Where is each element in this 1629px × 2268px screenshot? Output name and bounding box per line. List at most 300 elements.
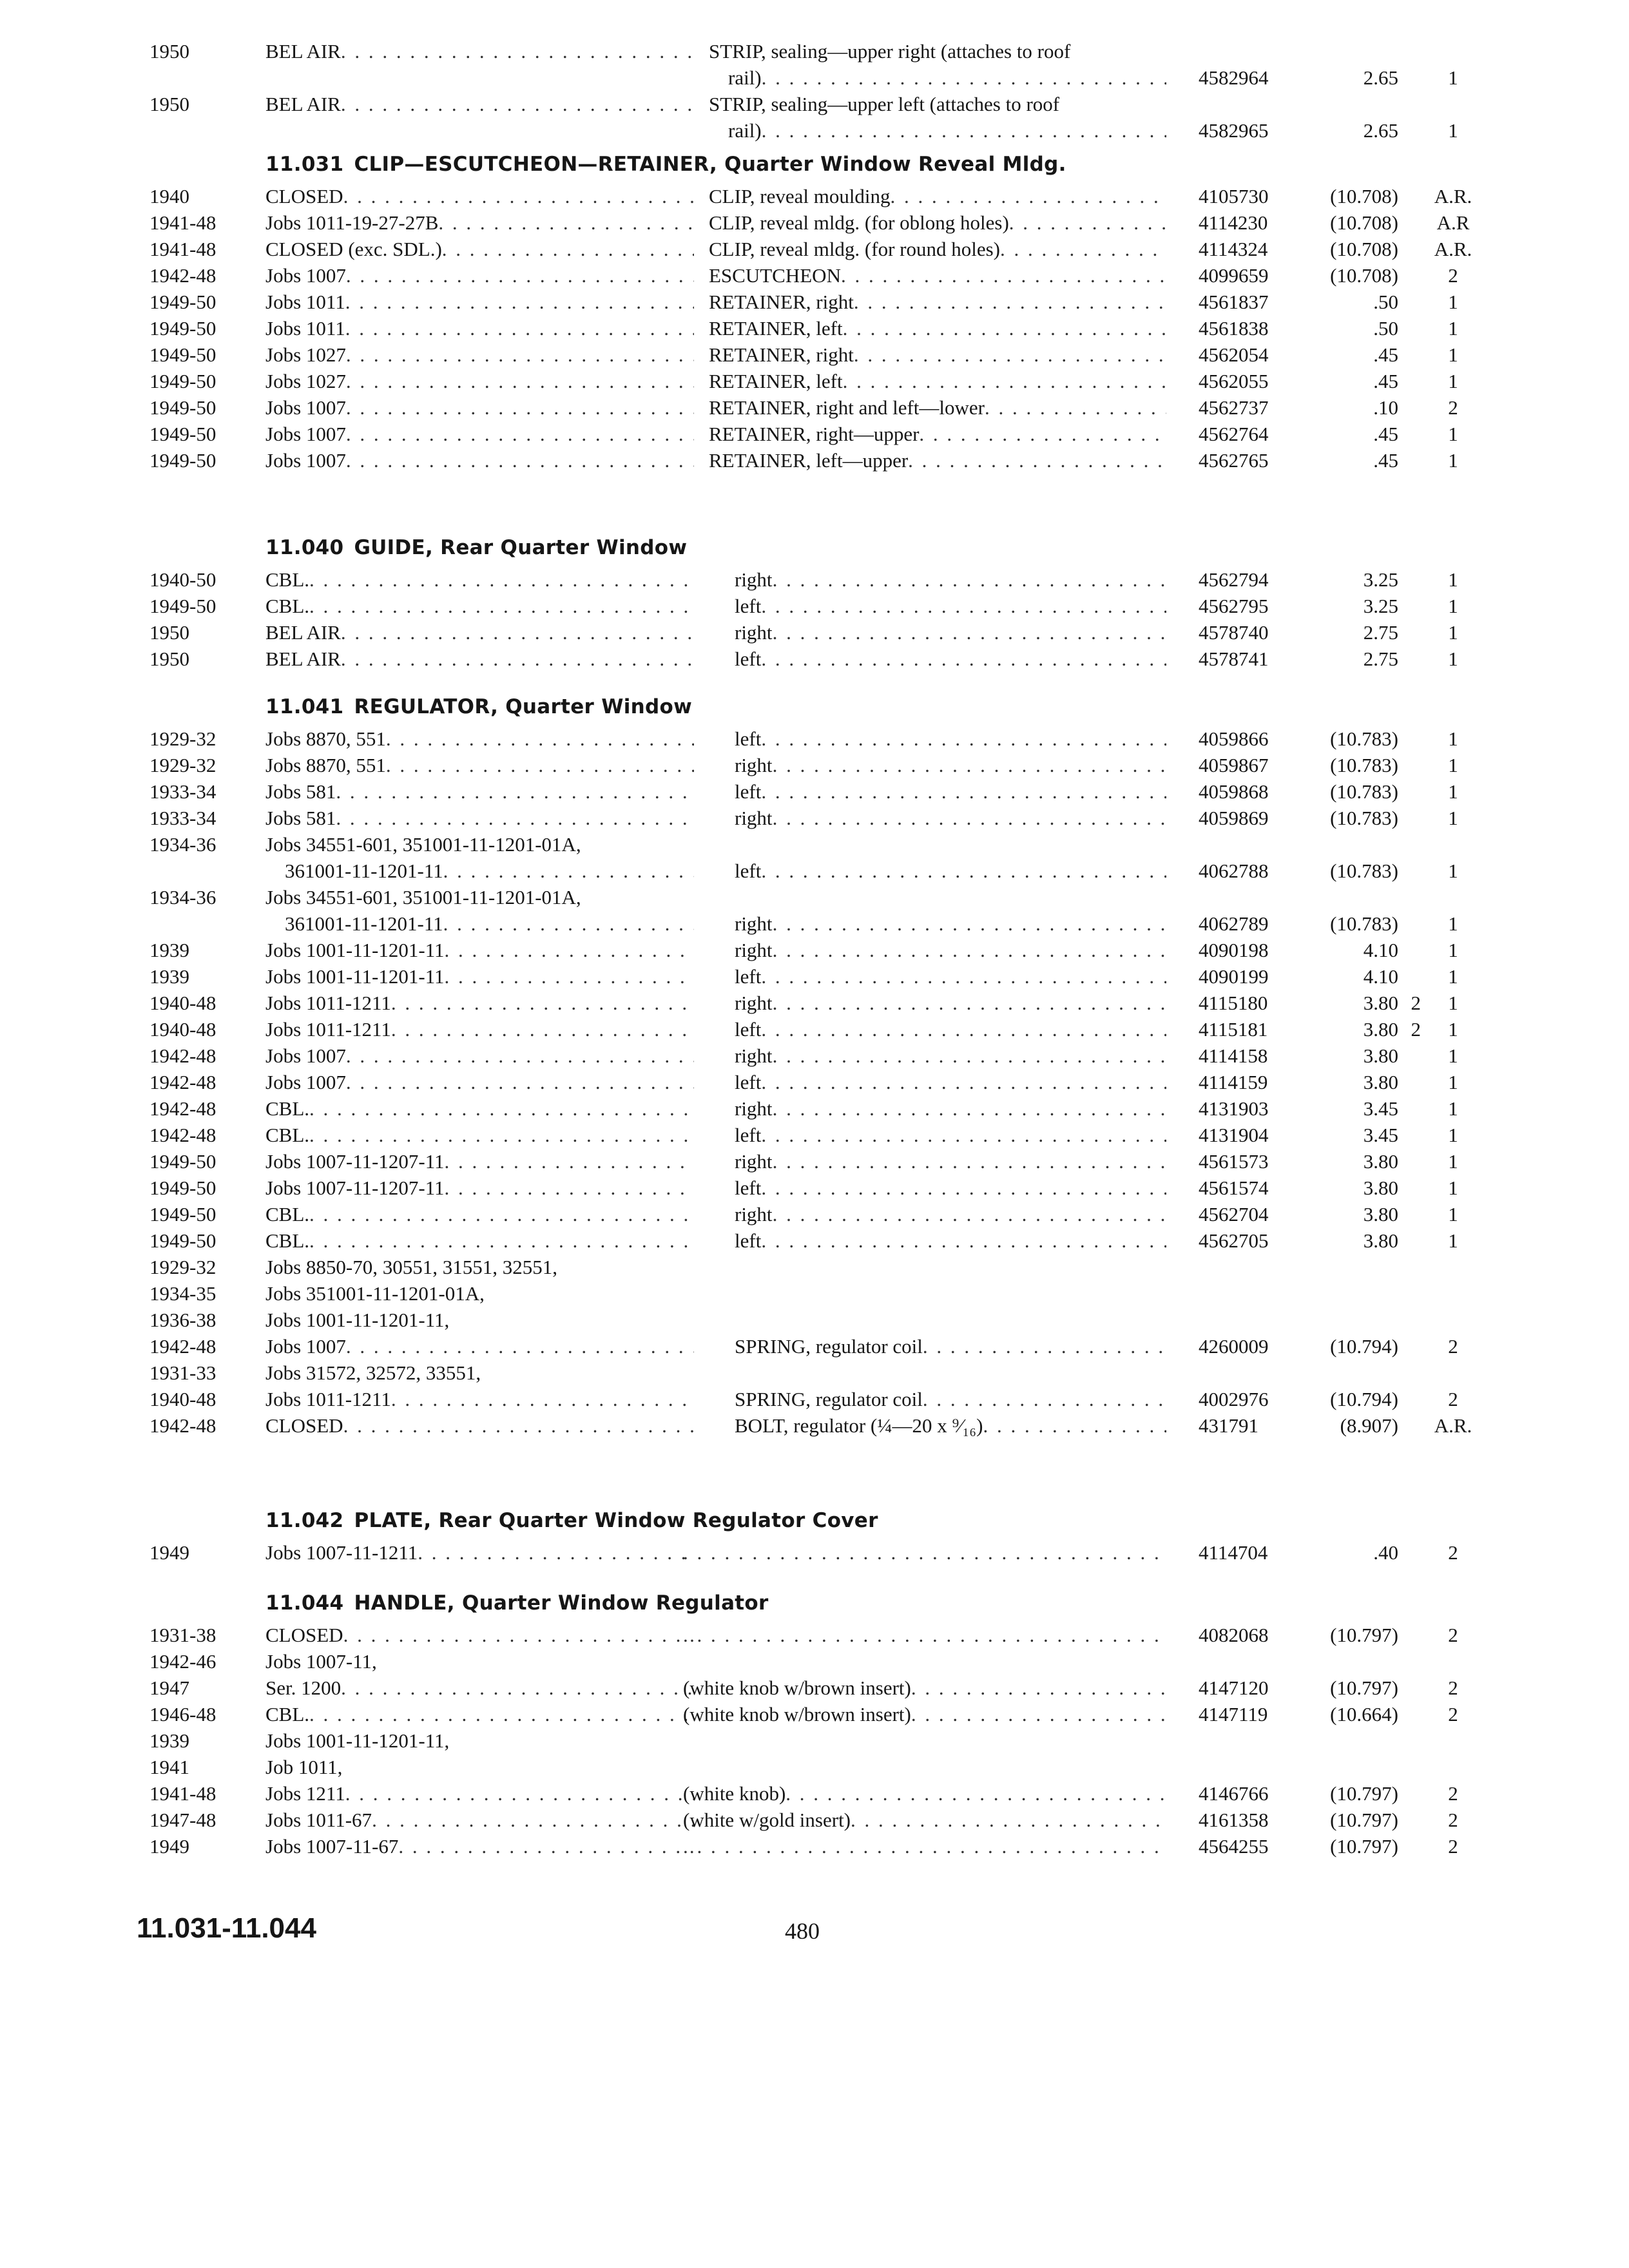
part-number: 4090199 [1199, 965, 1269, 988]
parts-row [149, 1540, 1535, 1566]
parts-row [149, 1202, 1535, 1228]
quantity: 1 [1448, 449, 1458, 472]
parts-row [149, 1622, 1535, 1649]
parts-row [149, 210, 1535, 236]
model-body-text: Jobs 1011-1211 [265, 1388, 391, 1410]
model-body: Job 1011, [265, 1756, 343, 1778]
model-year: 1947 [149, 1677, 189, 1699]
quantity: 1 [1448, 317, 1458, 340]
section-number: 11.031 [265, 153, 344, 176]
model-body [265, 620, 694, 646]
dot-leader [372, 1807, 694, 1833]
price: (10.797) [1330, 1835, 1398, 1858]
dot-leader [773, 567, 1166, 593]
part-number: 4002976 [1199, 1388, 1269, 1410]
parts-row [149, 1017, 1535, 1043]
parts-row [149, 753, 1535, 779]
model-body [265, 289, 694, 315]
model-year: 1940-48 [149, 1018, 217, 1041]
dot-leader [343, 184, 694, 209]
part-description [735, 1149, 1166, 1175]
dot-leader [761, 779, 1166, 805]
model-body-text: Jobs 8870, 551 [265, 727, 386, 750]
model-body-text: Ser. 1200 [265, 1677, 342, 1699]
part-description-text: left [735, 648, 762, 670]
dot-leader [851, 1807, 1166, 1833]
quantity: A.R. [1434, 1414, 1472, 1437]
parts-row [149, 1149, 1535, 1175]
part-description-text: RETAINER, right and left—lower [709, 396, 985, 419]
dot-leader [309, 1096, 694, 1122]
parts-row [149, 316, 1535, 342]
part-description [735, 1096, 1166, 1122]
dot-leader [761, 964, 1166, 990]
part-number: 4562794 [1199, 568, 1269, 591]
part-description-text: right [735, 568, 773, 591]
dot-leader [683, 1622, 1166, 1648]
part-description [735, 779, 1166, 805]
price: 3.80 [1363, 992, 1398, 1014]
dot-leader [773, 1043, 1166, 1069]
model-body-text: Jobs 1007 [265, 423, 346, 445]
model-year: 1950 [149, 648, 189, 670]
part-description-text: (white knob w/brown insert) [683, 1677, 911, 1699]
part-number: 4099659 [1199, 264, 1269, 287]
part-number: 4564255 [1199, 1835, 1269, 1858]
model-year: 1949-50 [149, 1177, 217, 1199]
parts-row [149, 1254, 1535, 1281]
section-number: 11.042 [265, 1509, 344, 1532]
model-year: 1950 [149, 621, 189, 644]
dot-leader [919, 421, 1166, 447]
quantity: 2 [1448, 396, 1458, 419]
dot-leader [841, 263, 1166, 289]
dot-leader [346, 421, 694, 447]
part-description [735, 1387, 1166, 1412]
dot-leader [346, 369, 694, 394]
parts-row [149, 1360, 1535, 1387]
dot-leader [773, 753, 1166, 778]
quantity: 1 [1448, 754, 1458, 776]
dot-leader [773, 990, 1166, 1016]
parts-row [149, 1387, 1535, 1413]
model-year: 1949 [149, 1835, 189, 1858]
model-body-text: Jobs 1007-11-67 [265, 1835, 399, 1858]
part-description [735, 1122, 1166, 1148]
dot-leader [1009, 210, 1166, 236]
model-year: 1933-34 [149, 807, 217, 829]
model-year: 1949-50 [149, 595, 217, 617]
model-year: 1949-50 [149, 370, 217, 392]
dot-leader [761, 1228, 1166, 1254]
part-description [709, 236, 1166, 262]
section-heading [265, 153, 1066, 176]
part-description [709, 263, 1166, 289]
part-number: 4115181 [1199, 1018, 1268, 1041]
dot-leader [1000, 236, 1166, 262]
dot-leader [309, 1122, 694, 1148]
dot-leader [341, 39, 694, 64]
model-body-text: CLOSED [265, 1624, 343, 1646]
model-body-text: CBL. [265, 1097, 310, 1120]
quantity: 1 [1448, 343, 1458, 366]
model-year: 1949-50 [149, 449, 217, 472]
part-description [735, 620, 1166, 646]
dot-leader [391, 1017, 694, 1043]
part-description-text: right [735, 912, 773, 935]
price: .10 [1373, 396, 1398, 419]
model-body [265, 1807, 694, 1833]
quantity: 1 [1448, 66, 1458, 89]
dot-leader [854, 289, 1166, 315]
quantity: 1 [1448, 1097, 1458, 1120]
part-description [735, 805, 1166, 831]
dot-leader [341, 646, 694, 672]
price: 2.75 [1363, 648, 1398, 670]
parts-row [149, 1413, 1535, 1439]
model-year: 1940-48 [149, 992, 217, 1014]
quantity: A.R [1436, 211, 1470, 234]
model-body-text: Jobs 1001-11-1201-11 [265, 965, 445, 988]
group-quantity: 2 [1411, 1018, 1421, 1041]
part-description [728, 65, 1166, 91]
quantity: 2 [1448, 1624, 1458, 1646]
dot-leader [773, 620, 1166, 646]
model-body [265, 91, 694, 117]
section-heading [265, 695, 692, 718]
quantity: 1 [1448, 939, 1458, 961]
dot-leader [346, 1043, 694, 1069]
part-description-text: CLIP, reveal mldg. (for round holes) [709, 238, 1000, 260]
model-body [265, 937, 694, 963]
part-number: 4115180 [1199, 992, 1268, 1014]
dot-leader [761, 1175, 1166, 1201]
part-description: STRIP, sealing—upper left (attaches to roof [709, 93, 1060, 115]
dot-leader [908, 448, 1166, 474]
parts-row [149, 567, 1535, 593]
quantity: 1 [1448, 912, 1458, 935]
part-description-text: right [735, 1044, 773, 1067]
part-description [735, 911, 1166, 937]
price: (10.783) [1330, 807, 1398, 829]
part-description [735, 937, 1166, 963]
model-body [265, 990, 694, 1016]
price: 3.25 [1363, 595, 1398, 617]
price: (8.907) [1340, 1414, 1398, 1437]
model-year: 1942-48 [149, 1097, 217, 1120]
part-number: 4161358 [1199, 1809, 1269, 1831]
model-year: 1939 [149, 939, 189, 961]
quantity: 1 [1448, 1203, 1458, 1225]
model-year: 1942-48 [149, 264, 217, 287]
part-number: 4114230 [1199, 211, 1268, 234]
dot-leader [923, 1334, 1166, 1360]
model-body [285, 858, 694, 884]
price: 3.80 [1363, 1018, 1398, 1041]
model-year: 1949-50 [149, 423, 217, 445]
part-description [709, 342, 1166, 368]
part-description [709, 448, 1166, 474]
part-number: 4059869 [1199, 807, 1269, 829]
model-body [285, 911, 694, 937]
part-description [709, 316, 1166, 341]
section-number: 11.041 [265, 695, 344, 718]
model-body [265, 395, 694, 421]
page-number: 480 [785, 1918, 820, 1944]
price: .45 [1373, 343, 1398, 366]
model-year: 1950 [149, 40, 189, 62]
model-body [265, 805, 694, 831]
model-body-text: Jobs 581 [265, 780, 336, 803]
part-number: 4131903 [1199, 1097, 1269, 1120]
model-body-text: BEL AIR [265, 93, 341, 115]
dot-leader [398, 1834, 694, 1860]
quantity: 1 [1448, 1177, 1458, 1199]
parts-row [149, 1649, 1535, 1675]
part-description [735, 1017, 1166, 1043]
part-description-text: CLIP, reveal mldg. (for oblong holes) [709, 211, 1009, 234]
model-body [265, 236, 694, 262]
model-year: 1942-48 [149, 1414, 217, 1437]
part-description [683, 1781, 1166, 1807]
part-description-text: left [735, 965, 762, 988]
model-body [265, 567, 694, 593]
dot-leader [386, 753, 694, 778]
price: 3.80 [1363, 1229, 1398, 1252]
part-description-text: ESCUTCHEON [709, 264, 841, 287]
part-description-text: right [735, 754, 773, 776]
part-description [735, 990, 1166, 1016]
part-number: 4582965 [1199, 119, 1269, 142]
quantity: 2 [1448, 1703, 1458, 1725]
part-description [683, 1702, 1166, 1727]
model-year: 1939 [149, 965, 189, 988]
quantity: 1 [1448, 370, 1458, 392]
model-body [265, 1149, 694, 1175]
price: 3.45 [1363, 1124, 1398, 1146]
dot-leader [443, 911, 694, 937]
part-number: 4562704 [1199, 1203, 1269, 1225]
quantity: 2 [1448, 1335, 1458, 1358]
part-description [735, 567, 1166, 593]
part-description-text: RETAINER, left—upper [709, 449, 909, 472]
part-description-text: right [735, 939, 773, 961]
dot-leader [761, 1017, 1166, 1043]
part-number: 4562764 [1199, 423, 1269, 445]
dot-leader [891, 184, 1166, 209]
parts-row [149, 369, 1535, 395]
dot-leader [445, 964, 694, 990]
model-body [265, 342, 694, 368]
model-year: 1931-38 [149, 1624, 217, 1646]
model-body: Jobs 1001-11-1201-11, [265, 1309, 450, 1331]
part-description-text: RETAINER, right—upper [709, 423, 920, 445]
dot-leader [346, 342, 694, 368]
dot-leader [773, 1149, 1166, 1175]
part-number: 4062789 [1199, 912, 1269, 935]
model-body-text: BEL AIR [265, 648, 341, 670]
price: 2.75 [1363, 621, 1398, 644]
quantity: 1 [1448, 291, 1458, 313]
part-number: 4131904 [1199, 1124, 1269, 1146]
quantity: 1 [1448, 595, 1458, 617]
dot-leader [336, 805, 694, 831]
model-year: 1941 [149, 1756, 189, 1778]
dot-leader [983, 1413, 1166, 1439]
model-body-text: Jobs 1007-11-1207-11 [265, 1150, 445, 1173]
model-body [265, 421, 694, 447]
part-description [735, 964, 1166, 990]
model-body [265, 369, 694, 394]
part-description [683, 1622, 1166, 1648]
part-description-text: RETAINER, left [709, 317, 843, 340]
model-body-text: Jobs 1011-19-27-27B [265, 211, 439, 234]
section-range: 11.031-11.044 [137, 1912, 316, 1944]
model-body [265, 1702, 694, 1727]
parts-row [149, 1754, 1535, 1781]
parts-row [149, 1043, 1535, 1070]
part-description [735, 1413, 1166, 1439]
model-year: 1940-48 [149, 1388, 217, 1410]
parts-row [149, 91, 1535, 144]
parts-row [149, 1728, 1535, 1754]
model-body-text: BEL AIR [265, 40, 341, 62]
price: .50 [1373, 291, 1398, 313]
quantity: 1 [1448, 860, 1458, 882]
model-body-text: CBL. [265, 568, 310, 591]
quantity: 1 [1448, 1044, 1458, 1067]
dot-leader [309, 593, 694, 619]
model-year: 1947-48 [149, 1809, 217, 1831]
model-body-text: CBL. [265, 1229, 310, 1252]
quantity: 1 [1448, 727, 1458, 750]
part-number: 4562055 [1199, 370, 1269, 392]
parts-row [149, 263, 1535, 289]
dot-leader [761, 726, 1166, 752]
model-year: 1949-50 [149, 1229, 217, 1252]
model-year: 1949-50 [149, 343, 217, 366]
part-description [735, 593, 1166, 619]
price: 4.10 [1363, 965, 1398, 988]
model-year: 1950 [149, 93, 189, 115]
parts-row [149, 184, 1535, 210]
model-body-text: BEL AIR [265, 621, 341, 644]
section-title: GUIDE, Rear Quarter Window [354, 536, 688, 559]
dot-leader [761, 858, 1166, 884]
price: .40 [1373, 1541, 1398, 1564]
part-description-text: RETAINER, left [709, 370, 843, 392]
quantity: 2 [1448, 1541, 1458, 1564]
model-body-text: CLOSED [265, 185, 343, 207]
model-year: 1949-50 [149, 1150, 217, 1173]
section-number: 11.044 [265, 1591, 344, 1615]
model-body-text: CLOSED (exc. SDL.) [265, 238, 442, 260]
part-number: 4090198 [1199, 939, 1269, 961]
model-body [265, 316, 694, 341]
parts-row [149, 1175, 1535, 1202]
model-year: 1933-34 [149, 780, 217, 803]
model-body: Jobs 34551-601, 351001-11-1201-01A, [265, 886, 581, 908]
model-body-text: Jobs 1211 [265, 1782, 345, 1805]
price: (10.783) [1330, 780, 1398, 803]
dot-leader [773, 1096, 1166, 1122]
dot-leader [445, 937, 694, 963]
section-number: 11.040 [265, 536, 344, 559]
dot-leader [683, 1834, 1166, 1860]
dot-leader [911, 1702, 1166, 1727]
model-year: 1940 [149, 185, 189, 207]
part-description-text: (white w/gold insert) [683, 1809, 851, 1831]
quantity: 1 [1448, 1150, 1458, 1173]
dot-leader [761, 1070, 1166, 1095]
price: (10.797) [1330, 1782, 1398, 1805]
dot-leader [345, 1781, 694, 1807]
part-number: 4114158 [1199, 1044, 1268, 1067]
price: (10.664) [1330, 1703, 1398, 1725]
parts-row [149, 1228, 1535, 1254]
price: (10.783) [1330, 754, 1398, 776]
dot-leader [345, 316, 694, 341]
part-description-text: RETAINER, right [709, 291, 854, 313]
model-body [265, 1202, 694, 1227]
dot-leader [346, 263, 694, 289]
dot-leader [445, 1149, 694, 1175]
model-year: 1949-50 [149, 317, 217, 340]
model-body [265, 1334, 694, 1360]
part-number: 4105730 [1199, 185, 1269, 207]
model-year: 1942-46 [149, 1650, 217, 1673]
model-year: 1942-48 [149, 1124, 217, 1146]
dot-leader [911, 1675, 1166, 1701]
part-description [709, 184, 1166, 209]
group-quantity: 2 [1411, 992, 1421, 1014]
quantity: A.R. [1434, 238, 1472, 260]
quantity: 1 [1448, 965, 1458, 988]
dot-leader [386, 726, 694, 752]
part-description [709, 369, 1166, 394]
part-description [683, 1834, 1166, 1860]
model-body-text: Jobs 1011-67 [265, 1809, 372, 1831]
model-body-text: Jobs 1001-11-1201-11 [265, 939, 445, 961]
model-body: Jobs 1007-11, [265, 1650, 377, 1673]
price: (10.797) [1330, 1809, 1398, 1831]
parts-row [149, 395, 1535, 421]
part-description [735, 858, 1166, 884]
part-description-text: RETAINER, right [709, 343, 854, 366]
dot-leader [418, 1540, 694, 1566]
parts-row [149, 342, 1535, 369]
price: (10.708) [1330, 238, 1398, 260]
price: (10.783) [1330, 727, 1398, 750]
price: 2.65 [1363, 66, 1398, 89]
model-body [265, 1781, 694, 1807]
quantity: 2 [1448, 1782, 1458, 1805]
model-body [265, 1387, 694, 1412]
parts-row [149, 1781, 1535, 1807]
dot-leader [391, 990, 694, 1016]
dot-leader [309, 1228, 694, 1254]
part-number: 4562737 [1199, 396, 1269, 419]
model-body [265, 726, 694, 752]
part-number: 4561574 [1199, 1177, 1269, 1199]
part-description-text: right [735, 1150, 773, 1173]
model-year: 1946-48 [149, 1703, 217, 1725]
model-year: 1929-32 [149, 754, 217, 776]
part-description-text: right [735, 621, 773, 644]
model-body [265, 1413, 694, 1439]
dot-leader [683, 1540, 1166, 1566]
model-year: 1941-48 [149, 238, 217, 260]
